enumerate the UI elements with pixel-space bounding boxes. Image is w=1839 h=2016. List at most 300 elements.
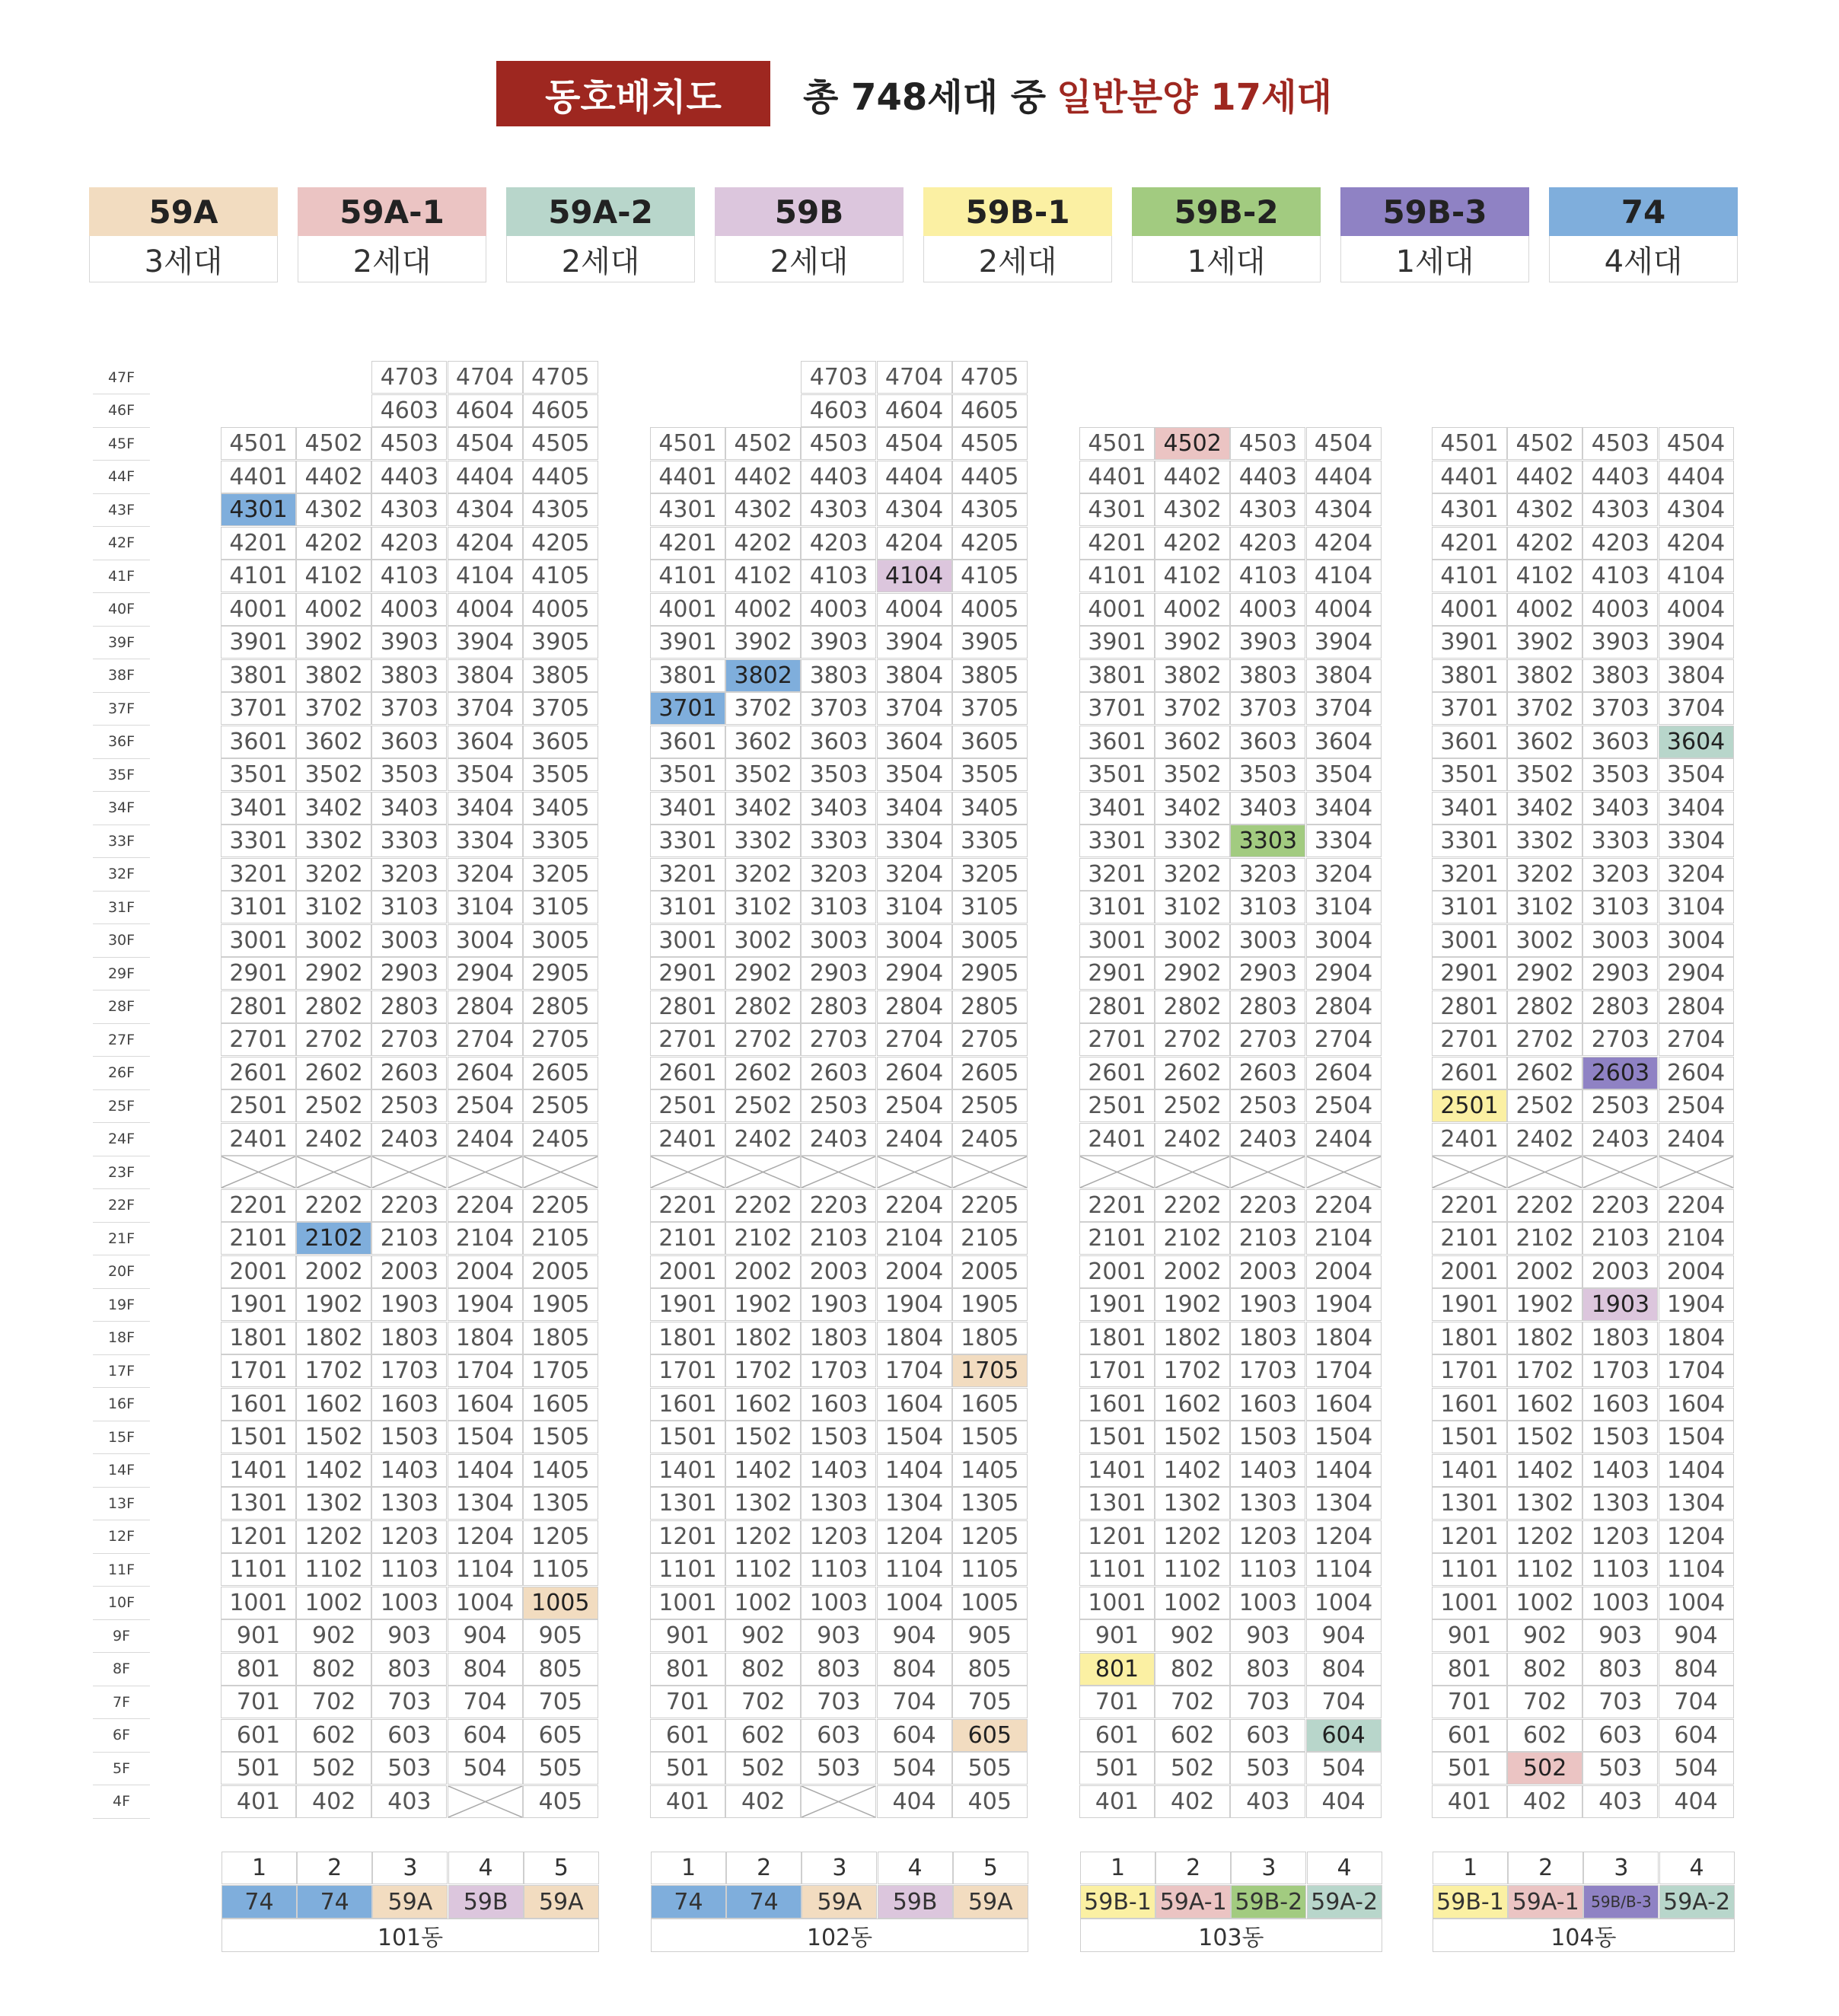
unit-cell: 2602 xyxy=(1155,1057,1230,1089)
unit-cell: 3302 xyxy=(725,825,801,857)
line-number: 3 xyxy=(1583,1852,1659,1884)
unit-cell: 4504 xyxy=(877,427,952,460)
floor-label: 17F xyxy=(93,1354,150,1388)
unit-cell: 3601 xyxy=(650,726,725,758)
unit-cell: 4001 xyxy=(650,593,725,626)
unit-cell: 1002 xyxy=(725,1587,801,1619)
unit-cell: 402 xyxy=(1507,1785,1582,1818)
unit-cell-empty xyxy=(725,1156,801,1188)
unit-cell: 3403 xyxy=(1230,792,1305,825)
unit-cell: 3102 xyxy=(296,891,371,923)
unit-cell: 1302 xyxy=(1507,1487,1582,1520)
unit-cell: 3402 xyxy=(296,792,371,825)
unit-cell: 1501 xyxy=(1432,1421,1507,1453)
unit-cell: 903 xyxy=(801,1619,876,1652)
unit-cell: 4305 xyxy=(952,493,1028,526)
unit-cell: 2103 xyxy=(371,1222,447,1255)
unit-cell: 4004 xyxy=(448,593,523,626)
unit-cell: 3402 xyxy=(1507,792,1582,825)
unit-cell: 405 xyxy=(952,1785,1028,1818)
unit-cell: 404 xyxy=(877,1785,952,1818)
unit-cell: 1003 xyxy=(371,1587,447,1619)
unit-cell: 4002 xyxy=(1507,593,1582,626)
unit-cell: 1502 xyxy=(296,1421,371,1453)
unit-cell: 4104 xyxy=(1306,560,1382,592)
line-number: 4 xyxy=(1659,1852,1735,1884)
unit-cell: 2501 xyxy=(221,1089,296,1122)
unit-cell: 4105 xyxy=(952,560,1028,592)
unit-cell: 3803 xyxy=(1230,659,1305,692)
line-type: 59A-2 xyxy=(1307,1885,1382,1919)
unit-cell: 2603 xyxy=(801,1057,876,1089)
unit-cell: 601 xyxy=(1079,1719,1155,1752)
legend-count-label: 1세대 xyxy=(1132,236,1321,282)
unit-cell: 1605 xyxy=(952,1388,1028,1421)
unit-cell: 3104 xyxy=(1306,891,1382,923)
unit-cell: 805 xyxy=(952,1653,1028,1686)
unit-cell: 3601 xyxy=(221,726,296,758)
unit-cell: 3203 xyxy=(1582,858,1658,891)
unit-cell: 3604 xyxy=(448,726,523,758)
floor-label: 31F xyxy=(93,891,150,924)
unit-cell: 4202 xyxy=(296,527,371,560)
unit-cell: 1804 xyxy=(877,1322,952,1354)
unit-cell: 3802 xyxy=(1155,659,1230,692)
floor-label: 29F xyxy=(93,957,150,990)
unit-cell: 2403 xyxy=(1582,1123,1658,1156)
unit-cell: 2405 xyxy=(523,1123,598,1156)
unit-cell: 3305 xyxy=(523,825,598,857)
unit-cell: 1901 xyxy=(221,1288,296,1321)
unit-cell: 3005 xyxy=(523,924,598,957)
unit-cell: 3605 xyxy=(952,726,1028,758)
unit-cell: 604 xyxy=(448,1719,523,1752)
unit-cell: 2404 xyxy=(1306,1123,1382,1156)
unit-cell: 404 xyxy=(1659,1785,1734,1818)
unit-cell: 1401 xyxy=(1432,1454,1507,1487)
unit-cell: 2905 xyxy=(952,957,1028,990)
unit-cell: 4501 xyxy=(650,427,725,460)
line-type: 59B xyxy=(878,1885,953,1919)
unit-cell-empty xyxy=(1432,1156,1507,1188)
unit-cell: 2105 xyxy=(952,1222,1028,1255)
unit-cell: 3902 xyxy=(296,626,371,659)
unit-cell: 4404 xyxy=(1306,461,1382,493)
unit-cell: 3103 xyxy=(371,891,447,923)
unit-cell: 4004 xyxy=(1659,593,1734,626)
unit-cell: 2701 xyxy=(1432,1023,1507,1056)
unit-cell: 4103 xyxy=(371,560,447,592)
unit-cell: 4204 xyxy=(448,527,523,560)
unit-cell: 4205 xyxy=(952,527,1028,560)
line-number: 2 xyxy=(1508,1852,1583,1884)
legend-type-label: 59B xyxy=(715,187,904,236)
unit-cell: 401 xyxy=(221,1785,296,1818)
unit-cell: 2003 xyxy=(801,1255,876,1288)
unit-cell: 2903 xyxy=(1582,957,1658,990)
floor-label: 20F xyxy=(93,1255,150,1289)
unit-cell: 1204 xyxy=(448,1520,523,1553)
unit-cell-empty xyxy=(1079,1156,1155,1188)
unit-cell: 1402 xyxy=(296,1454,371,1487)
unit-cell: 4001 xyxy=(1079,593,1155,626)
unit-cell: 2004 xyxy=(1306,1255,1382,1288)
unit-cell: 704 xyxy=(1306,1686,1382,1718)
unit-cell-empty xyxy=(371,1156,447,1188)
unit-cell: 4104 xyxy=(448,560,523,592)
unit-cell: 2002 xyxy=(725,1255,801,1288)
unit-cell: 2102 xyxy=(725,1222,801,1255)
unit-cell: 4705 xyxy=(952,361,1028,394)
unit-cell: 1503 xyxy=(1230,1421,1305,1453)
unit-cell: 1905 xyxy=(523,1288,598,1321)
unit-cell: 2402 xyxy=(1507,1123,1582,1156)
unit-cell: 2401 xyxy=(1079,1123,1155,1156)
unit-cell: 3201 xyxy=(1079,858,1155,891)
unit-cell: 4404 xyxy=(448,461,523,493)
unit-cell: 3603 xyxy=(371,726,447,758)
line-number: 1 xyxy=(222,1852,297,1884)
unit-cell: 4604 xyxy=(448,394,523,427)
unit-cell: 2602 xyxy=(1507,1057,1582,1089)
floor-label: 9F xyxy=(93,1619,150,1653)
unit-cell: 4204 xyxy=(1306,527,1382,560)
unit-cell: 2601 xyxy=(1432,1057,1507,1089)
unit-cell: 4203 xyxy=(1230,527,1305,560)
unit-cell: 4303 xyxy=(801,493,876,526)
unit-cell: 603 xyxy=(1230,1719,1305,1752)
unit-cell: 2903 xyxy=(801,957,876,990)
unit-cell: 2501 xyxy=(1432,1089,1507,1122)
floor-label: 11F xyxy=(93,1553,150,1587)
legend-type-label: 59A xyxy=(89,187,278,236)
unit-cell: 3603 xyxy=(1230,726,1305,758)
unit-cell: 402 xyxy=(296,1785,371,1818)
unit-cell: 1402 xyxy=(725,1454,801,1487)
unit-cell: 1203 xyxy=(801,1520,876,1553)
unit-cell: 2901 xyxy=(221,957,296,990)
unit-cell: 1601 xyxy=(1432,1388,1507,1421)
unit-cell: 1205 xyxy=(952,1520,1028,1553)
unit-cell: 1201 xyxy=(650,1520,725,1553)
unit-cell: 3502 xyxy=(1155,758,1230,791)
unit-cell: 3705 xyxy=(523,692,598,725)
unit-cell: 2102 xyxy=(296,1222,371,1255)
unit-cell: 1304 xyxy=(1659,1487,1734,1520)
unit-cell: 2601 xyxy=(1079,1057,1155,1089)
unit-cell: 2701 xyxy=(650,1023,725,1056)
unit-cell: 3003 xyxy=(371,924,447,957)
unit-cell: 3601 xyxy=(1079,726,1155,758)
floor-label: 45F xyxy=(93,427,150,461)
unit-cell: 3101 xyxy=(1432,891,1507,923)
unit-cell: 1104 xyxy=(877,1553,952,1586)
unit-cell: 504 xyxy=(1659,1752,1734,1785)
unit-cell: 2605 xyxy=(523,1057,598,1089)
unit-cell: 1605 xyxy=(523,1388,598,1421)
unit-cell: 1804 xyxy=(1306,1322,1382,1354)
unit-cell: 701 xyxy=(1432,1686,1507,1718)
unit-cell: 602 xyxy=(1155,1719,1230,1752)
unit-cell: 3302 xyxy=(1507,825,1582,857)
unit-cell: 3001 xyxy=(221,924,296,957)
unit-cell: 3205 xyxy=(523,858,598,891)
unit-cell: 2101 xyxy=(1079,1222,1155,1255)
unit-cell: 2902 xyxy=(1155,957,1230,990)
floor-label: 7F xyxy=(93,1686,150,1719)
unit-cell: 4603 xyxy=(371,394,447,427)
unit-cell: 4405 xyxy=(952,461,1028,493)
unit-cell: 2704 xyxy=(877,1023,952,1056)
unit-cell: 1704 xyxy=(877,1354,952,1387)
unit-cell: 3004 xyxy=(1306,924,1382,957)
unit-cell: 3903 xyxy=(1582,626,1658,659)
unit-cell: 504 xyxy=(1306,1752,1382,1785)
floor-label: 24F xyxy=(93,1123,150,1156)
unit-cell: 3401 xyxy=(650,792,725,825)
unit-cell: 2805 xyxy=(523,990,598,1023)
unit-cell: 903 xyxy=(1582,1619,1658,1652)
legend-item-59b-1 xyxy=(923,187,1112,283)
unit-cell: 2901 xyxy=(1432,957,1507,990)
unit-cell: 3602 xyxy=(1507,726,1582,758)
unit-cell: 2804 xyxy=(1306,990,1382,1023)
unit-cell: 904 xyxy=(448,1619,523,1652)
unit-cell: 1502 xyxy=(725,1421,801,1453)
unit-cell: 2003 xyxy=(371,1255,447,1288)
unit-cell: 3302 xyxy=(1155,825,1230,857)
unit-cell: 2503 xyxy=(801,1089,876,1122)
unit-cell: 2502 xyxy=(1507,1089,1582,1122)
line-type: 74 xyxy=(651,1885,726,1919)
unit-cell: 4204 xyxy=(877,527,952,560)
line-type: 74 xyxy=(222,1885,297,1919)
unit-cell: 602 xyxy=(725,1719,801,1752)
unit-cell: 4402 xyxy=(296,461,371,493)
unit-cell: 3105 xyxy=(952,891,1028,923)
floor-label: 12F xyxy=(93,1520,150,1554)
unit-cell: 901 xyxy=(1432,1619,1507,1652)
unit-cell: 2905 xyxy=(523,957,598,990)
unit-cell: 2001 xyxy=(1079,1255,1155,1288)
unit-cell: 1803 xyxy=(1582,1322,1658,1354)
line-number: 1 xyxy=(1433,1852,1508,1884)
unit-cell: 801 xyxy=(1432,1653,1507,1686)
unit-cell: 1703 xyxy=(371,1354,447,1387)
unit-cell: 4304 xyxy=(1306,493,1382,526)
unit-cell: 1303 xyxy=(801,1487,876,1520)
unit-cell: 404 xyxy=(1306,1785,1382,1818)
unit-cell: 4501 xyxy=(221,427,296,460)
unit-cell: 501 xyxy=(1079,1752,1155,1785)
unit-cell-empty xyxy=(801,1785,876,1818)
unit-cell: 1603 xyxy=(1230,1388,1305,1421)
building-name: 104동 xyxy=(1433,1919,1735,1952)
line-type: 59A xyxy=(802,1885,877,1919)
unit-cell: 402 xyxy=(1155,1785,1230,1818)
unit-cell: 1204 xyxy=(877,1520,952,1553)
unit-cell: 2103 xyxy=(801,1222,876,1255)
unit-cell: 605 xyxy=(952,1719,1028,1752)
subtitle-highlight: 일반분양 17세대 xyxy=(1057,75,1332,119)
unit-cell-empty xyxy=(1155,1156,1230,1188)
unit-cell: 3602 xyxy=(725,726,801,758)
unit-cell: 3703 xyxy=(801,692,876,725)
unit-cell: 702 xyxy=(725,1686,801,1718)
unit-cell: 4401 xyxy=(1079,461,1155,493)
unit-cell: 802 xyxy=(1507,1653,1582,1686)
unit-cell: 1701 xyxy=(221,1354,296,1387)
unit-cell: 3301 xyxy=(1079,825,1155,857)
unit-cell: 4203 xyxy=(371,527,447,560)
unit-cell: 2804 xyxy=(1659,990,1734,1023)
unit-cell: 605 xyxy=(523,1719,598,1752)
unit-cell: 1504 xyxy=(448,1421,523,1453)
unit-cell: 1404 xyxy=(1659,1454,1734,1487)
unit-cell: 1403 xyxy=(1230,1454,1305,1487)
unit-cell: 1301 xyxy=(650,1487,725,1520)
unit-cell: 3501 xyxy=(650,758,725,791)
unit-cell: 1405 xyxy=(523,1454,598,1487)
unit-cell: 1604 xyxy=(1659,1388,1734,1421)
unit-cell: 2204 xyxy=(448,1189,523,1222)
unit-cell: 2003 xyxy=(1582,1255,1658,1288)
unit-cell: 3405 xyxy=(952,792,1028,825)
unit-cell: 1803 xyxy=(801,1322,876,1354)
unit-cell: 3403 xyxy=(801,792,876,825)
unit-cell: 4401 xyxy=(1432,461,1507,493)
line-type: 59A xyxy=(953,1885,1028,1919)
unit-cell-empty xyxy=(448,1156,523,1188)
unit-cell: 905 xyxy=(952,1619,1028,1652)
unit-cell: 2703 xyxy=(801,1023,876,1056)
unit-cell: 904 xyxy=(1306,1619,1382,1652)
unit-cell: 1601 xyxy=(1079,1388,1155,1421)
unit-cell: 1902 xyxy=(725,1288,801,1321)
unit-cell: 4604 xyxy=(877,394,952,427)
unit-cell: 1201 xyxy=(1432,1520,1507,1553)
unit-cell: 803 xyxy=(801,1653,876,1686)
unit-cell: 1302 xyxy=(296,1487,371,1520)
unit-cell: 903 xyxy=(371,1619,447,1652)
unit-cell: 2703 xyxy=(1230,1023,1305,1056)
unit-cell: 1102 xyxy=(1507,1553,1582,1586)
line-number: 2 xyxy=(297,1852,372,1884)
line-number: 1 xyxy=(1080,1852,1155,1884)
unit-cell: 1404 xyxy=(1306,1454,1382,1487)
legend-type-label: 74 xyxy=(1549,187,1738,236)
unit-cell: 1704 xyxy=(448,1354,523,1387)
unit-cell: 4103 xyxy=(801,560,876,592)
unit-cell: 1901 xyxy=(1079,1288,1155,1321)
legend-count-label: 1세대 xyxy=(1340,236,1529,282)
unit-cell: 4502 xyxy=(1155,427,1230,460)
unit-cell: 702 xyxy=(296,1686,371,1718)
unit-cell: 705 xyxy=(523,1686,598,1718)
unit-cell: 1104 xyxy=(448,1553,523,1586)
unit-cell: 3303 xyxy=(801,825,876,857)
unit-cell: 4201 xyxy=(221,527,296,560)
floor-label: 47F xyxy=(93,361,150,394)
unit-cell: 4304 xyxy=(877,493,952,526)
unit-cell: 4201 xyxy=(1079,527,1155,560)
unit-cell: 501 xyxy=(1432,1752,1507,1785)
unit-cell: 3504 xyxy=(1306,758,1382,791)
unit-cell: 3901 xyxy=(1079,626,1155,659)
unit-cell: 2102 xyxy=(1507,1222,1582,1255)
unit-cell: 1303 xyxy=(371,1487,447,1520)
line-number: 3 xyxy=(1231,1852,1306,1884)
unit-cell: 4304 xyxy=(448,493,523,526)
unit-cell: 2501 xyxy=(1079,1089,1155,1122)
unit-cell: 2601 xyxy=(650,1057,725,1089)
unit-cell: 2501 xyxy=(650,1089,725,1122)
unit-cell: 3304 xyxy=(877,825,952,857)
unit-cell: 2404 xyxy=(877,1123,952,1156)
unit-cell: 1704 xyxy=(1659,1354,1734,1387)
unit-cell: 3304 xyxy=(448,825,523,857)
unit-cell: 1801 xyxy=(1432,1322,1507,1354)
unit-cell: 1602 xyxy=(725,1388,801,1421)
unit-cell: 3102 xyxy=(1155,891,1230,923)
building-name: 101동 xyxy=(222,1919,599,1952)
unit-cell: 3504 xyxy=(448,758,523,791)
unit-cell: 1201 xyxy=(1079,1520,1155,1553)
unit-cell: 1903 xyxy=(1230,1288,1305,1321)
page-title: 동호배치도 xyxy=(496,61,770,126)
unit-cell: 1105 xyxy=(523,1553,598,1586)
unit-cell: 3501 xyxy=(221,758,296,791)
unit-cell: 3605 xyxy=(523,726,598,758)
unit-cell: 3001 xyxy=(1432,924,1507,957)
legend-type-label: 59B-2 xyxy=(1132,187,1321,236)
line-number: 3 xyxy=(802,1852,877,1884)
unit-cell: 3401 xyxy=(1079,792,1155,825)
unit-cell: 3202 xyxy=(1155,858,1230,891)
unit-cell: 1502 xyxy=(1507,1421,1582,1453)
unit-cell: 1101 xyxy=(1432,1553,1507,1586)
unit-cell: 4101 xyxy=(1432,560,1507,592)
floor-label: 33F xyxy=(93,825,150,858)
unit-cell: 1302 xyxy=(725,1487,801,1520)
unit-cell-empty xyxy=(1306,1156,1382,1188)
unit-cell-empty xyxy=(650,1156,725,1188)
unit-cell: 1304 xyxy=(448,1487,523,1520)
unit-cell: 1402 xyxy=(1155,1454,1230,1487)
unit-cell: 502 xyxy=(1155,1752,1230,1785)
unit-cell: 1703 xyxy=(1582,1354,1658,1387)
unit-cell: 3502 xyxy=(725,758,801,791)
unit-cell: 2903 xyxy=(371,957,447,990)
unit-cell: 2201 xyxy=(221,1189,296,1222)
unit-cell: 1203 xyxy=(1230,1520,1305,1553)
unit-cell: 1805 xyxy=(952,1322,1028,1354)
unit-cell: 504 xyxy=(448,1752,523,1785)
unit-cell: 603 xyxy=(371,1719,447,1752)
unit-cell: 805 xyxy=(523,1653,598,1686)
unit-cell: 2702 xyxy=(725,1023,801,1056)
unit-cell: 2205 xyxy=(952,1189,1028,1222)
line-number: 1 xyxy=(651,1852,726,1884)
unit-cell: 3804 xyxy=(1659,659,1734,692)
unit-cell: 2205 xyxy=(523,1189,598,1222)
unit-cell: 902 xyxy=(296,1619,371,1652)
unit-cell: 4703 xyxy=(801,361,876,394)
unit-cell: 1403 xyxy=(801,1454,876,1487)
unit-cell: 2404 xyxy=(448,1123,523,1156)
unit-cell: 2804 xyxy=(877,990,952,1023)
unit-cell: 3904 xyxy=(1659,626,1734,659)
